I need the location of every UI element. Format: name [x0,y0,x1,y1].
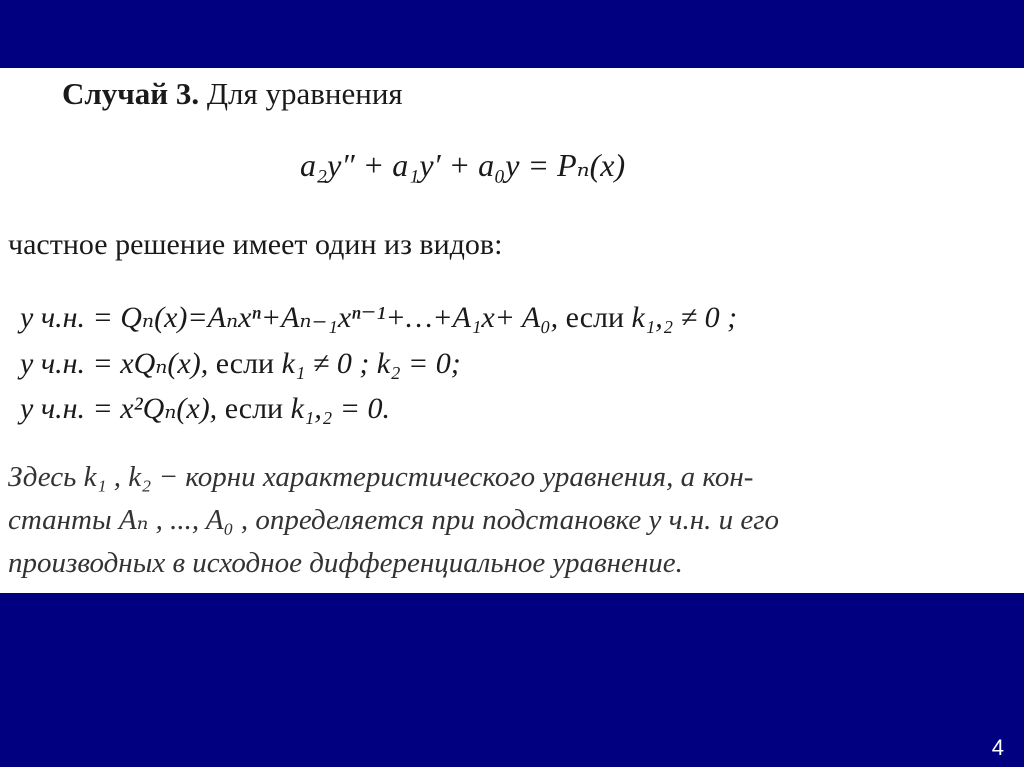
case-2-formula: y ч.н. = xQₙ(x), [20,347,209,380]
case-2-condition: k₁ ≠ 0 ; k₂ = 0; [281,347,461,380]
note-line-3: производных в исходное дифференциальное уравнение. [8,547,683,579]
case-3-formula: y ч.н. = x²Qₙ(x), [20,392,218,425]
case-1-condition: k₁,₂ ≠ 0 ; [631,301,738,334]
note-line-1: Здесь k₁ , k₂ − корни характеристического уравнения, а кон- [8,461,754,493]
case-1 [20,300,737,335]
case-2-word: если [215,347,275,380]
case-1-word: если [565,301,625,334]
top-band [0,0,1024,68]
heading [62,76,403,112]
case-3-condition: k₁,₂ = 0. [290,392,391,425]
case-3-word: если [224,392,284,425]
intro-text: частное решение имеет один из видов: [8,228,503,261]
case-3 [20,391,390,426]
page-number: 4 [991,735,1004,760]
slide-content [0,68,1024,593]
heading-bold: Случай 3. [62,76,200,111]
note-line-2: станты Aₙ , ..., A₀ , определяется при подстановке y ч.н. и его [8,504,780,536]
bottom-band [0,593,1024,767]
case-1-formula: y ч.н. = Qₙ(x)=Aₙxⁿ+Aₙ₋₁xⁿ⁻¹+…+A₁x+ A₀, [20,301,559,334]
heading-rest: Для уравнения [199,76,403,111]
case-2 [20,346,461,381]
note [8,456,779,585]
main-equation: a₂y″ + a₁y′ + a₀y = Pₙ(x) [300,147,626,183]
